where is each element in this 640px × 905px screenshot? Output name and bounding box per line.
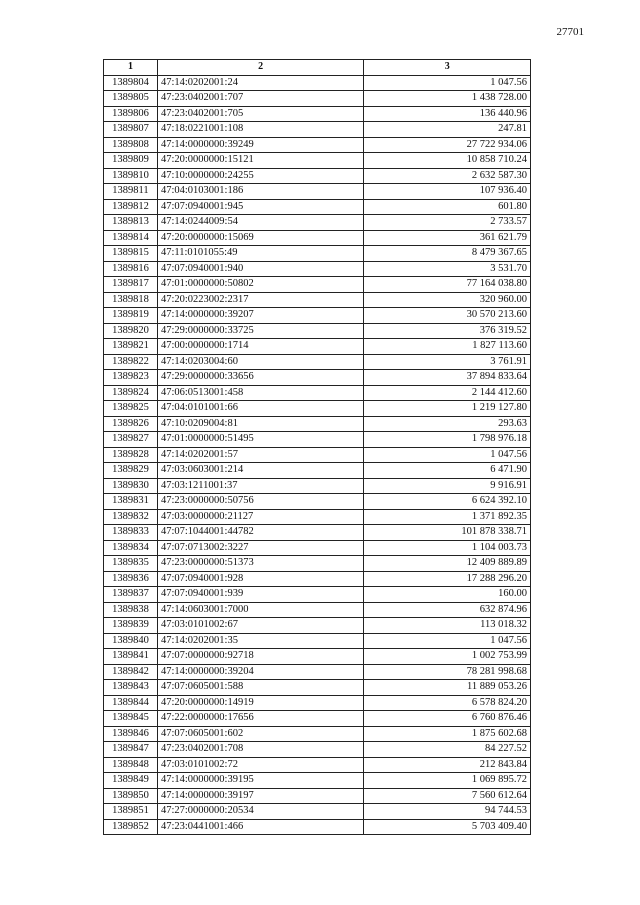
table-row [104, 633, 531, 649]
value-cell: 293.63 [364, 416, 531, 432]
value-cell: 1 047.56 [364, 75, 531, 91]
table-row [104, 122, 531, 138]
row-number-cell: 1389840 [104, 633, 158, 649]
value-cell: 94 744.53 [364, 804, 531, 820]
cadastral-number-cell: 47:29:0000000:33725 [157, 323, 363, 339]
cadastral-number-cell: 47:20:0000000:14919 [157, 695, 363, 711]
value-cell: 8 479 367.65 [364, 246, 531, 262]
table-row [104, 246, 531, 262]
table-body [104, 75, 531, 835]
value-cell: 78 281 998.68 [364, 664, 531, 680]
table-row [104, 773, 531, 789]
cadastral-number-cell: 47:03:0000000:21127 [157, 509, 363, 525]
cadastral-number-cell: 47:23:0402001:708 [157, 742, 363, 758]
row-number-cell: 1389816 [104, 261, 158, 277]
cadastral-number-cell: 47:14:0000000:39195 [157, 773, 363, 789]
row-number-cell: 1389837 [104, 587, 158, 603]
cadastral-number-cell: 47:14:0000000:39249 [157, 137, 363, 153]
table-row [104, 695, 531, 711]
table-row [104, 106, 531, 122]
row-number-cell: 1389848 [104, 757, 158, 773]
value-cell: 1 219 127.80 [364, 401, 531, 417]
table-row [104, 153, 531, 169]
table-row [104, 230, 531, 246]
value-cell: 1 371 892.35 [364, 509, 531, 525]
column-header-3: 3 [364, 60, 531, 76]
value-cell: 27 722 934.06 [364, 137, 531, 153]
cadastral-number-cell: 47:14:0244009:54 [157, 215, 363, 231]
row-number-cell: 1389804 [104, 75, 158, 91]
row-number-cell: 1389811 [104, 184, 158, 200]
table-row [104, 463, 531, 479]
value-cell: 212 843.84 [364, 757, 531, 773]
table-row [104, 447, 531, 463]
table-row [104, 292, 531, 308]
row-number-cell: 1389828 [104, 447, 158, 463]
cadastral-number-cell: 47:14:0202001:57 [157, 447, 363, 463]
row-number-cell: 1389822 [104, 354, 158, 370]
value-cell: 10 858 710.24 [364, 153, 531, 169]
table-row [104, 184, 531, 200]
table-row [104, 91, 531, 107]
cadastral-number-cell: 47:00:0000000:1714 [157, 339, 363, 355]
value-cell: 6 624 392.10 [364, 494, 531, 510]
value-cell: 5 703 409.40 [364, 819, 531, 835]
row-number-cell: 1389845 [104, 711, 158, 727]
table-row [104, 571, 531, 587]
registry-table [103, 59, 531, 835]
table-row [104, 602, 531, 618]
table-row [104, 680, 531, 696]
value-cell: 1 002 753.99 [364, 649, 531, 665]
row-number-cell: 1389844 [104, 695, 158, 711]
value-cell: 37 894 833.64 [364, 370, 531, 386]
cadastral-number-cell: 47:07:0940001:940 [157, 261, 363, 277]
table-row [104, 742, 531, 758]
cadastral-number-cell: 47:14:0202001:35 [157, 633, 363, 649]
row-number-cell: 1389842 [104, 664, 158, 680]
table-row [104, 199, 531, 215]
cadastral-number-cell: 47:20:0000000:15121 [157, 153, 363, 169]
row-number-cell: 1389810 [104, 168, 158, 184]
row-number-cell: 1389825 [104, 401, 158, 417]
table-row [104, 75, 531, 91]
value-cell: 247.81 [364, 122, 531, 138]
value-cell: 2 632 587.30 [364, 168, 531, 184]
cadastral-number-cell: 47:07:0940001:945 [157, 199, 363, 215]
table-row [104, 354, 531, 370]
table-row [104, 137, 531, 153]
cadastral-number-cell: 47:10:0000000:24255 [157, 168, 363, 184]
value-cell: 320 960.00 [364, 292, 531, 308]
cadastral-number-cell: 47:04:0103001:186 [157, 184, 363, 200]
row-number-cell: 1389831 [104, 494, 158, 510]
value-cell: 1 798 976.18 [364, 432, 531, 448]
row-number-cell: 1389809 [104, 153, 158, 169]
row-number-cell: 1389849 [104, 773, 158, 789]
value-cell: 376 319.52 [364, 323, 531, 339]
cadastral-number-cell: 47:22:0000000:17656 [157, 711, 363, 727]
value-cell: 361 621.79 [364, 230, 531, 246]
table-row [104, 323, 531, 339]
cadastral-number-cell: 47:03:0603001:214 [157, 463, 363, 479]
table-row [104, 478, 531, 494]
value-cell: 136 440.96 [364, 106, 531, 122]
row-number-cell: 1389830 [104, 478, 158, 494]
cadastral-number-cell: 47:07:0713002:3227 [157, 540, 363, 556]
value-cell: 1 827 113.60 [364, 339, 531, 355]
value-cell: 6 471.90 [364, 463, 531, 479]
row-number-cell: 1389807 [104, 122, 158, 138]
table-row [104, 664, 531, 680]
cadastral-number-cell: 47:14:0603001:7000 [157, 602, 363, 618]
table-row [104, 556, 531, 572]
value-cell: 1 875 602.68 [364, 726, 531, 742]
value-cell: 1 438 728.00 [364, 91, 531, 107]
cadastral-number-cell: 47:01:0000000:51495 [157, 432, 363, 448]
value-cell: 84 227.52 [364, 742, 531, 758]
cadastral-number-cell: 47:07:0940001:928 [157, 571, 363, 587]
page-number: 27701 [556, 26, 584, 38]
row-number-cell: 1389815 [104, 246, 158, 262]
cadastral-number-cell: 47:07:0605001:602 [157, 726, 363, 742]
value-cell: 1 069 895.72 [364, 773, 531, 789]
row-number-cell: 1389834 [104, 540, 158, 556]
value-cell: 30 570 213.60 [364, 308, 531, 324]
value-cell: 632 874.96 [364, 602, 531, 618]
table-row [104, 819, 531, 835]
cadastral-number-cell: 47:07:0000000:92718 [157, 649, 363, 665]
value-cell: 3 761.91 [364, 354, 531, 370]
table-row [104, 385, 531, 401]
value-cell: 1 104 003.73 [364, 540, 531, 556]
cadastral-number-cell: 47:14:0000000:39197 [157, 788, 363, 804]
row-number-cell: 1389819 [104, 308, 158, 324]
row-number-cell: 1389846 [104, 726, 158, 742]
table-row [104, 618, 531, 634]
table-row [104, 277, 531, 293]
column-header-1: 1 [104, 60, 158, 76]
value-cell: 6 578 824.20 [364, 695, 531, 711]
cadastral-number-cell: 47:03:1211001:37 [157, 478, 363, 494]
row-number-cell: 1389818 [104, 292, 158, 308]
table-row [104, 215, 531, 231]
table-row [104, 788, 531, 804]
value-cell: 107 936.40 [364, 184, 531, 200]
table-row [104, 525, 531, 541]
row-number-cell: 1389827 [104, 432, 158, 448]
table-header-row [104, 60, 531, 76]
table-row [104, 494, 531, 510]
row-number-cell: 1389847 [104, 742, 158, 758]
cadastral-number-cell: 47:23:0441001:466 [157, 819, 363, 835]
cadastral-number-cell: 47:14:0202001:24 [157, 75, 363, 91]
table-row [104, 370, 531, 386]
cadastral-number-cell: 47:06:0513001:458 [157, 385, 363, 401]
value-cell: 17 288 296.20 [364, 571, 531, 587]
value-cell: 1 047.56 [364, 633, 531, 649]
table-row [104, 261, 531, 277]
value-cell: 12 409 889.89 [364, 556, 531, 572]
cadastral-number-cell: 47:03:0101002:72 [157, 757, 363, 773]
row-number-cell: 1389813 [104, 215, 158, 231]
value-cell: 101 878 338.71 [364, 525, 531, 541]
value-cell: 2 733.57 [364, 215, 531, 231]
table-row [104, 168, 531, 184]
row-number-cell: 1389820 [104, 323, 158, 339]
cadastral-number-cell: 47:18:0221001:108 [157, 122, 363, 138]
row-number-cell: 1389821 [104, 339, 158, 355]
row-number-cell: 1389817 [104, 277, 158, 293]
cadastral-number-cell: 47:27:0000000:20534 [157, 804, 363, 820]
row-number-cell: 1389812 [104, 199, 158, 215]
table-row [104, 804, 531, 820]
value-cell: 77 164 038.80 [364, 277, 531, 293]
table-row [104, 416, 531, 432]
table-row [104, 726, 531, 742]
cadastral-number-cell: 47:20:0223002:2317 [157, 292, 363, 308]
cadastral-number-cell: 47:07:1044001:44782 [157, 525, 363, 541]
row-number-cell: 1389826 [104, 416, 158, 432]
row-number-cell: 1389829 [104, 463, 158, 479]
cadastral-number-cell: 47:07:0940001:939 [157, 587, 363, 603]
table-row [104, 308, 531, 324]
table-row [104, 649, 531, 665]
row-number-cell: 1389824 [104, 385, 158, 401]
row-number-cell: 1389841 [104, 649, 158, 665]
row-number-cell: 1389852 [104, 819, 158, 835]
row-number-cell: 1389805 [104, 91, 158, 107]
table-row [104, 339, 531, 355]
cadastral-number-cell: 47:10:0209004:81 [157, 416, 363, 432]
row-number-cell: 1389814 [104, 230, 158, 246]
row-number-cell: 1389836 [104, 571, 158, 587]
cadastral-number-cell: 47:14:0203004:60 [157, 354, 363, 370]
row-number-cell: 1389838 [104, 602, 158, 618]
row-number-cell: 1389808 [104, 137, 158, 153]
value-cell: 3 531.70 [364, 261, 531, 277]
cadastral-number-cell: 47:07:0605001:588 [157, 680, 363, 696]
cadastral-number-cell: 47:01:0000000:50802 [157, 277, 363, 293]
value-cell: 2 144 412.60 [364, 385, 531, 401]
cadastral-number-cell: 47:23:0402001:707 [157, 91, 363, 107]
row-number-cell: 1389839 [104, 618, 158, 634]
cadastral-number-cell: 47:03:0101002:67 [157, 618, 363, 634]
cadastral-number-cell: 47:23:0000000:51373 [157, 556, 363, 572]
value-cell: 601.80 [364, 199, 531, 215]
row-number-cell: 1389851 [104, 804, 158, 820]
row-number-cell: 1389806 [104, 106, 158, 122]
table-row [104, 711, 531, 727]
row-number-cell: 1389835 [104, 556, 158, 572]
table-row [104, 757, 531, 773]
value-cell: 7 560 612.64 [364, 788, 531, 804]
cadastral-number-cell: 47:14:0000000:39204 [157, 664, 363, 680]
cadastral-number-cell: 47:11:0101055:49 [157, 246, 363, 262]
cadastral-number-cell: 47:04:0101001:66 [157, 401, 363, 417]
row-number-cell: 1389832 [104, 509, 158, 525]
table-row [104, 540, 531, 556]
value-cell: 160.00 [364, 587, 531, 603]
table-row [104, 587, 531, 603]
table-row [104, 401, 531, 417]
table-row [104, 432, 531, 448]
value-cell: 9 916.91 [364, 478, 531, 494]
value-cell: 6 760 876.46 [364, 711, 531, 727]
value-cell: 113 018.32 [364, 618, 531, 634]
cadastral-number-cell: 47:29:0000000:33656 [157, 370, 363, 386]
cadastral-number-cell: 47:14:0000000:39207 [157, 308, 363, 324]
row-number-cell: 1389850 [104, 788, 158, 804]
column-header-2: 2 [157, 60, 363, 76]
cadastral-number-cell: 47:23:0000000:50756 [157, 494, 363, 510]
row-number-cell: 1389823 [104, 370, 158, 386]
value-cell: 11 889 053.26 [364, 680, 531, 696]
table-row [104, 509, 531, 525]
row-number-cell: 1389843 [104, 680, 158, 696]
cadastral-number-cell: 47:23:0402001:705 [157, 106, 363, 122]
cadastral-number-cell: 47:20:0000000:15069 [157, 230, 363, 246]
row-number-cell: 1389833 [104, 525, 158, 541]
value-cell: 1 047.56 [364, 447, 531, 463]
